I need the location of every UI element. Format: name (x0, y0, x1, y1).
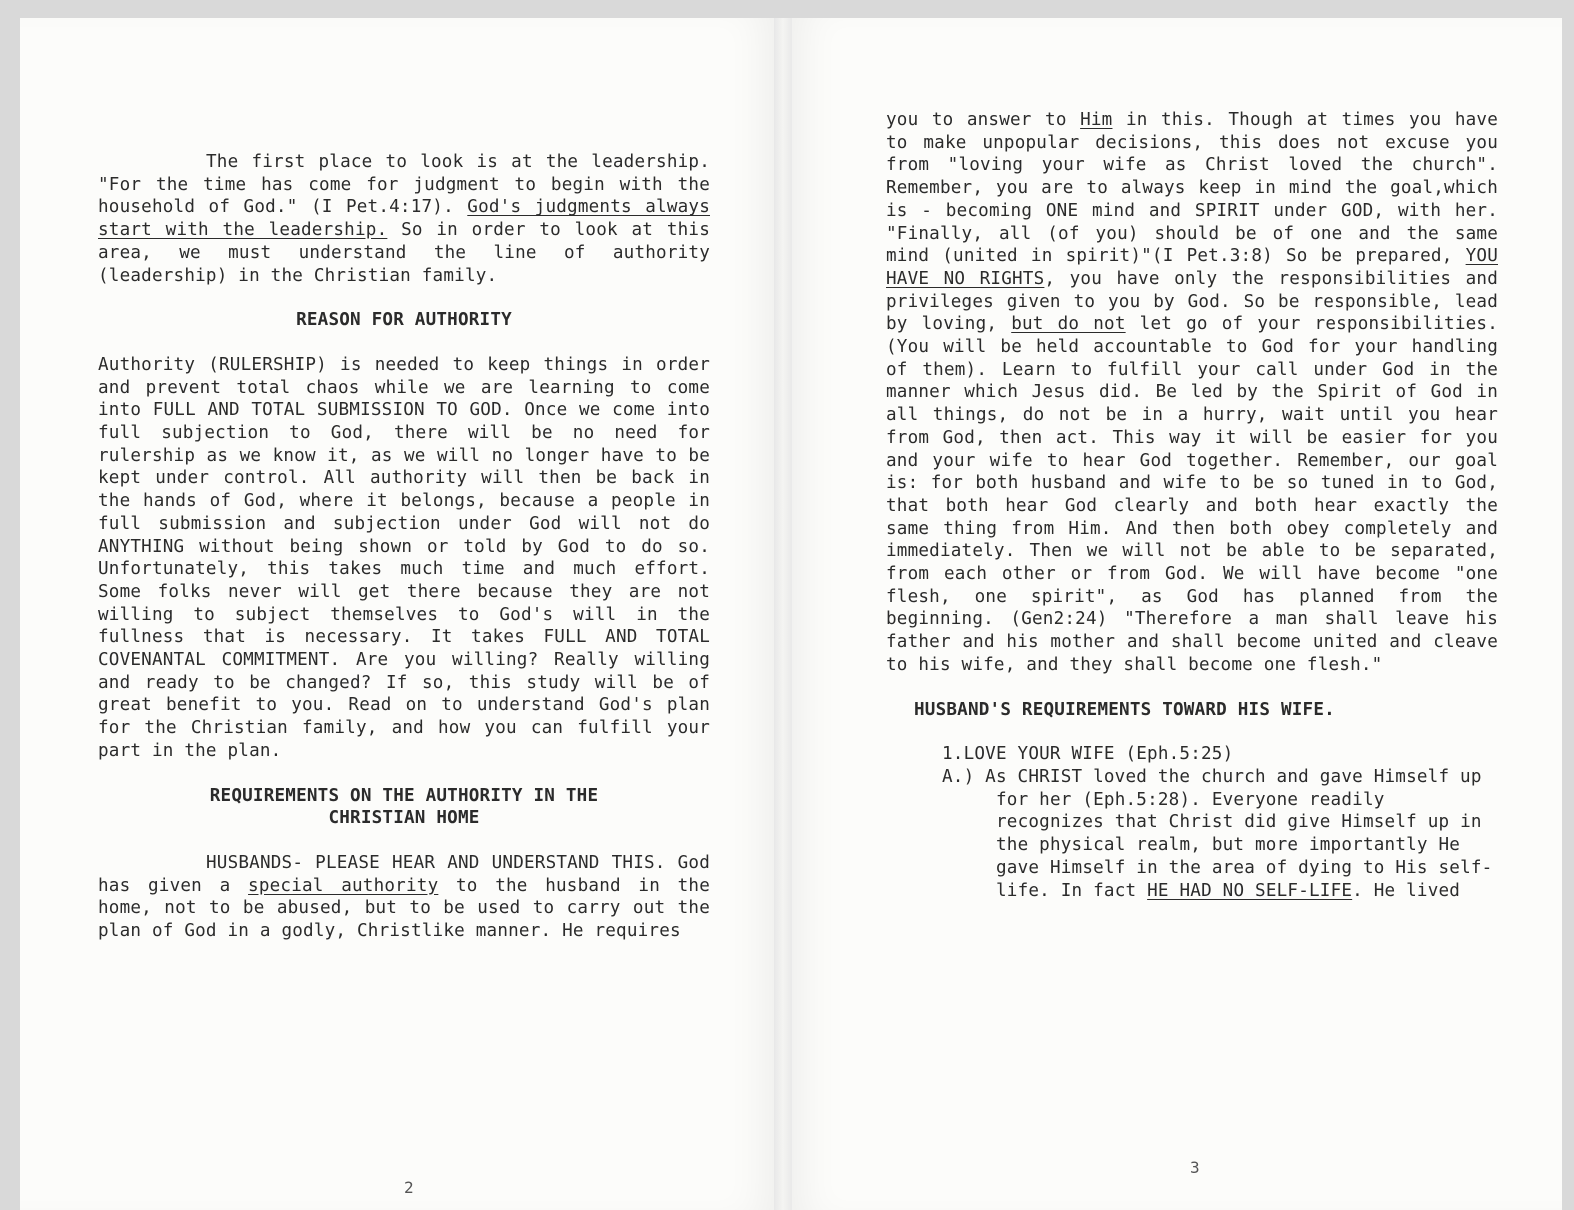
intro-underlined-text: God's judgments always start with the leadership. (98, 197, 710, 241)
left-page (20, 18, 774, 1210)
heading-husbands-requirements: HUSBAND'S REQUIREMENTS TOWARD HIS WIFE. (914, 699, 1335, 720)
right-page-text-column (886, 109, 1498, 902)
husbands-text: HUSBANDS- PLEASE HEAR AND UNDERSTAND THIS. God has given a (98, 852, 710, 896)
intro-paragraph (98, 151, 710, 287)
underlined-but-do-not: but do not (1011, 314, 1126, 335)
heading-requirements-line2: CHRISTIAN HOME (328, 808, 480, 829)
continuation-text-2: in this. Though at times you have to make unpopular decisions, this does not excuse you from "loving your wife as Christ loved the church". Remember, you are to always keep in mind the goal,which is - becoming ONE mind and SPIRIT under GOD, with her. "Finally, all (of you) should be of one and the same mind (united in spirit)"(I Pet.3:8) So be prepared, (886, 110, 1498, 267)
heading-requirements (98, 785, 710, 830)
intro-text: The first place to look is at the leadership. "For the time has come for judgment to begin with the household of God." (I Pet.4:17). (98, 152, 710, 218)
continuation-text-1: you to answer to (886, 110, 1067, 130)
right-page (792, 18, 1562, 1210)
heading-requirements-line1: REQUIREMENTS ON THE AUTHORITY IN THE (209, 785, 599, 806)
continuation-text-4: let go of your responsibilities. (You will be held accountable to God for your handling of them). Learn to fulfill your call under God in the manner which Jesus did. Be led by the Spirit of God in all things, do not be in a hurry, wait until you hear from God, then act. This way it will be easier for you and your wife to hear God together. Remember, our goal is: for both husband and wife to be so tuned in to God, that both hear God clearly and both hear exactly the same thing from Him. And then both obey completely and immediately. Then we will not be able to be separated, from each other or from God. We will have become "one flesh, one spirit", as God has planned from the beginning. (Gen2:24) "Therefore a man shall leave his father and his mother and shall become united and cleave to his wife, and they shall become one flesh." (886, 314, 1498, 675)
husbands-underlined-text: special authority (248, 875, 439, 896)
page-number-right: 3 (1190, 1158, 1200, 1177)
continuation-text-3: , you have only the responsibilities and privileges given to you by God. So be responsible, lead by loving, (886, 268, 1499, 335)
husbands-text-end: to the husband in the home, not to be abused, but to be used to carry out the plan of God in a godly, Christlike manner. He requires (98, 875, 711, 942)
intro-text-end: So in order to look at this area, we must understand the line of authority (leadership) in the Christian family. (98, 220, 710, 286)
authority-paragraph: Authority (RULERSHIP) is needed to keep things in order and prevent total chaos while we are learning to come into FULL AND TOTAL SUBMISSION TO GOD. Once we come into full subjection to God, there will be no need for rulership as we know it, as we will no longer have to be kept under control. All authority will then be back in the hands of God, where it belongs, because a people in full submission and subjection under God will not do ANYTHING without being shown or told by God to do so. Unfortunately, this takes much time and much effort. Some folks never will get there because they are not willing to subject themselves to God's will in the fullness that is necessary. It takes FULL AND TOTAL COVENANTAL COMMITMENT. Are you willing? Really willing and ready to be changed? If so, this study will be of great benefit to you. Read on to understand God's plan for the Christian family, and how you can fulfill your part in the plan. (98, 354, 710, 761)
underlined-no-self-life: HE HAD NO SELF-LIFE (1147, 880, 1353, 901)
heading-reason-for-authority: REASON FOR AUTHORITY (296, 310, 512, 331)
underlined-no-rights: YOU HAVE NO RIGHTS (886, 246, 1498, 289)
sub-item-a (914, 766, 1498, 902)
left-page-text-column (98, 151, 710, 943)
husbands-paragraph (98, 852, 710, 943)
list-item-love-your-wife: 1.LOVE YOUR WIFE (Eph.5:25) (942, 744, 1234, 765)
page-number-left: 2 (404, 1178, 414, 1197)
underlined-him: Him (1080, 110, 1113, 130)
sub-item-a-text: A.) As CHRIST loved the church and gave Himself up for her (Eph.5:28). Everyone readily recognizes that Christ did give Himself up in the physical realm, but more importantly He gave Himself in the area of dying to His self-life. In fact (942, 766, 1493, 901)
continuation-paragraph (886, 109, 1498, 677)
book-gutter (774, 18, 792, 1210)
sub-item-a-text-end: . He lived (1352, 880, 1461, 901)
